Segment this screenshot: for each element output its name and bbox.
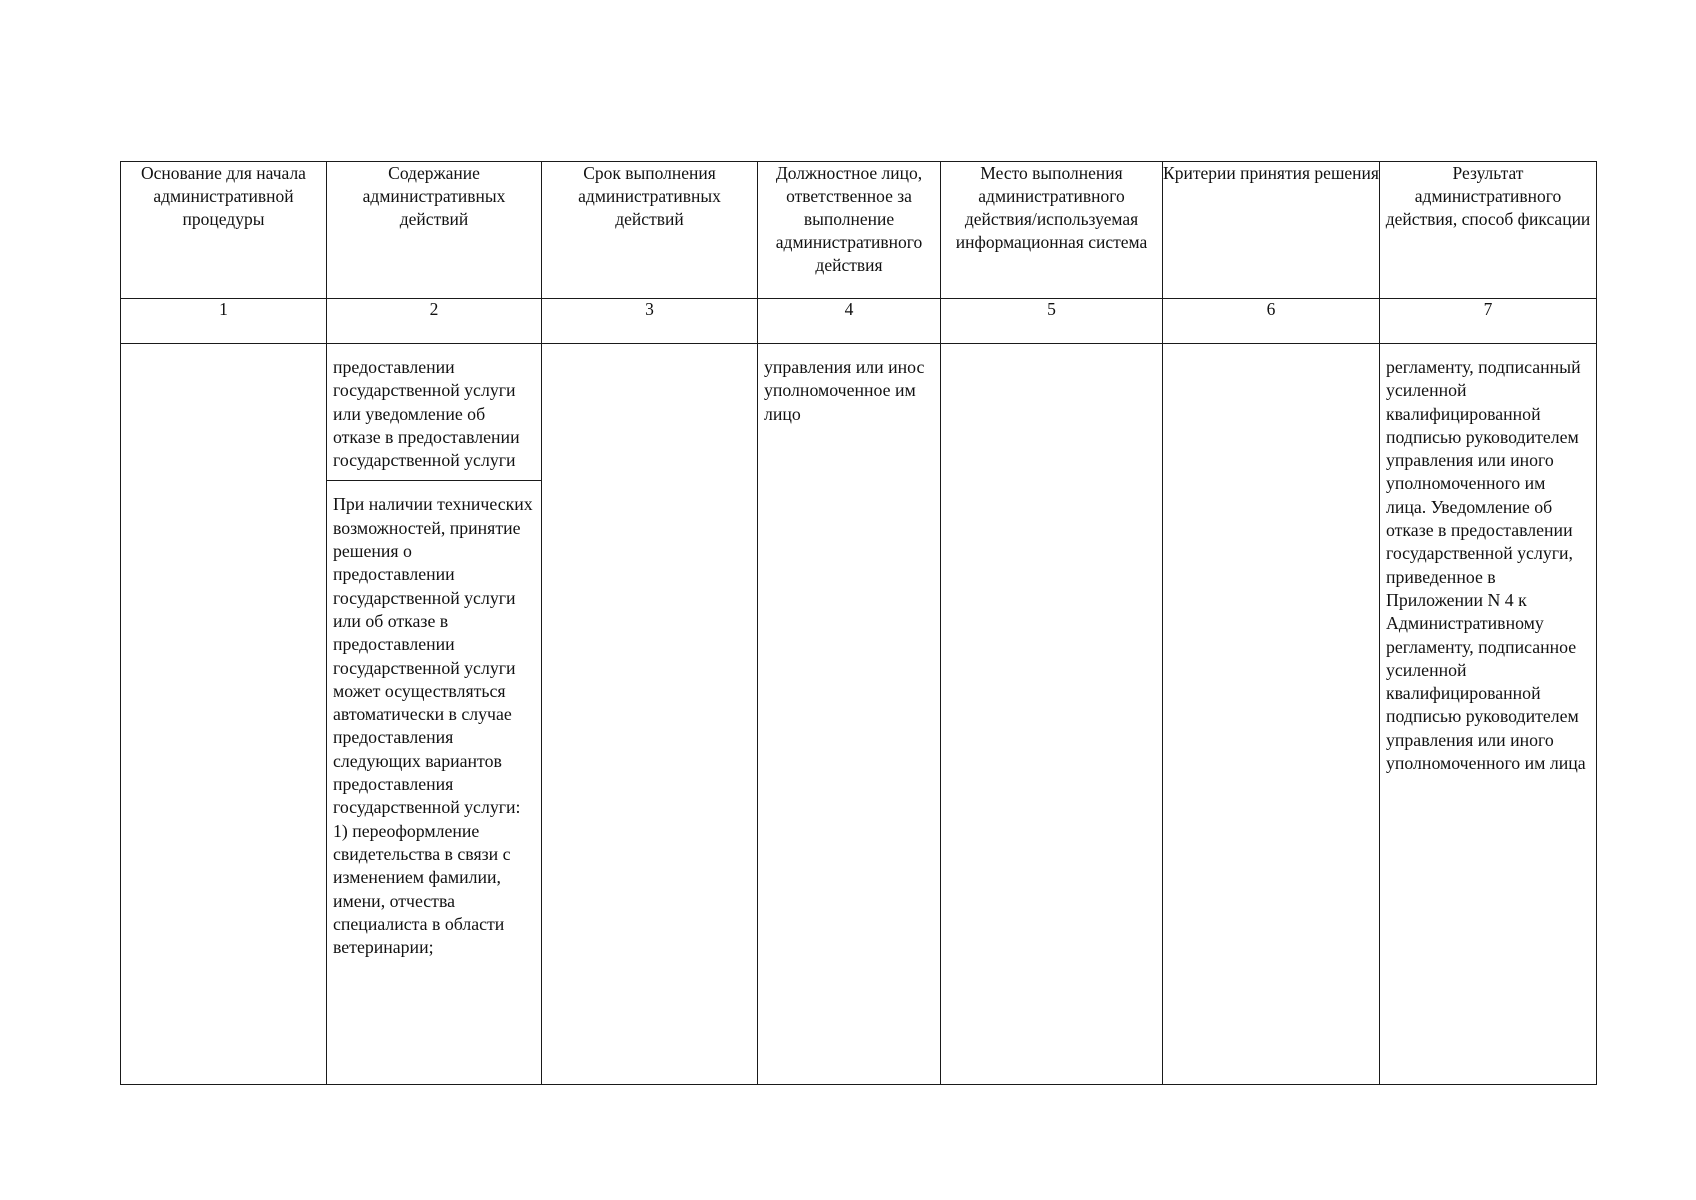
column-number-6: 6 — [1163, 299, 1380, 344]
column-number-row — [121, 299, 1597, 344]
header-cell-1: Основание для начала административной процедуры — [121, 162, 327, 299]
cell-basis — [121, 344, 327, 1085]
cell-result — [1380, 344, 1597, 1085]
cell-actions-bottom-text: При наличии технических возможностей, принятие решения о предоставлении государственной услуги или об отказе в предоставлении государственной услуги может осуществляться автоматически в случае предоставления следующих вариантов предоставления государственной услуги: 1) переоформление свидетельства в связи с изменением фамилии, имени, отчества специалиста в области ветеринарии; — [333, 494, 533, 958]
cell-deadline — [542, 344, 758, 1085]
cell-result-text: регламенту, подписанный усиленной квалифицированной подписью руководителем управления или иного уполномоченного им лица. Уведомление об отказе в предоставлении государственной услуги, приведенное в Приложении N 4 к Административному регламенту, подписанное усиленной квалифицированной подписью руководителем управления или иного уполномоченного им лица — [1386, 357, 1586, 774]
header-cell-2: Содержание административных действий — [327, 162, 542, 299]
cell-actions-top-text: предоставлении государственной услуги или уведомление об отказе в предоставлении государственной услуги — [327, 344, 541, 481]
column-number-7: 7 — [1380, 299, 1597, 344]
column-number-5: 5 — [941, 299, 1163, 344]
cell-criteria — [1163, 344, 1380, 1085]
column-number-4: 4 — [758, 299, 941, 344]
header-cell-5: Место выполнения административного действия/используемая информационная система — [941, 162, 1163, 299]
cell-responsible-text: управления или инос уполномоченное им лицо — [764, 357, 925, 424]
column-number-2: 2 — [327, 299, 542, 344]
cell-responsible — [758, 344, 941, 1085]
cell-place — [941, 344, 1163, 1085]
cell-actions-split — [327, 344, 541, 1084]
header-cell-4: Должностное лицо, ответственное за выполнение административного действия — [758, 162, 941, 299]
column-number-1: 1 — [121, 299, 327, 344]
header-cell-7: Результат административного действия, способ фиксации — [1380, 162, 1597, 299]
column-number-3: 3 — [542, 299, 758, 344]
cell-basis-text — [121, 344, 326, 356]
header-cell-3: Срок выполнения административных действий — [542, 162, 758, 299]
header-cell-6: Критерии принятия решения — [1163, 162, 1380, 299]
cell-place-text — [941, 344, 1162, 356]
table-row — [121, 344, 1597, 1085]
procedure-table — [120, 161, 1597, 1085]
header-row — [121, 162, 1597, 299]
cell-criteria-text — [1163, 344, 1379, 356]
cell-deadline-text — [542, 344, 757, 356]
cell-actions — [327, 344, 542, 1085]
